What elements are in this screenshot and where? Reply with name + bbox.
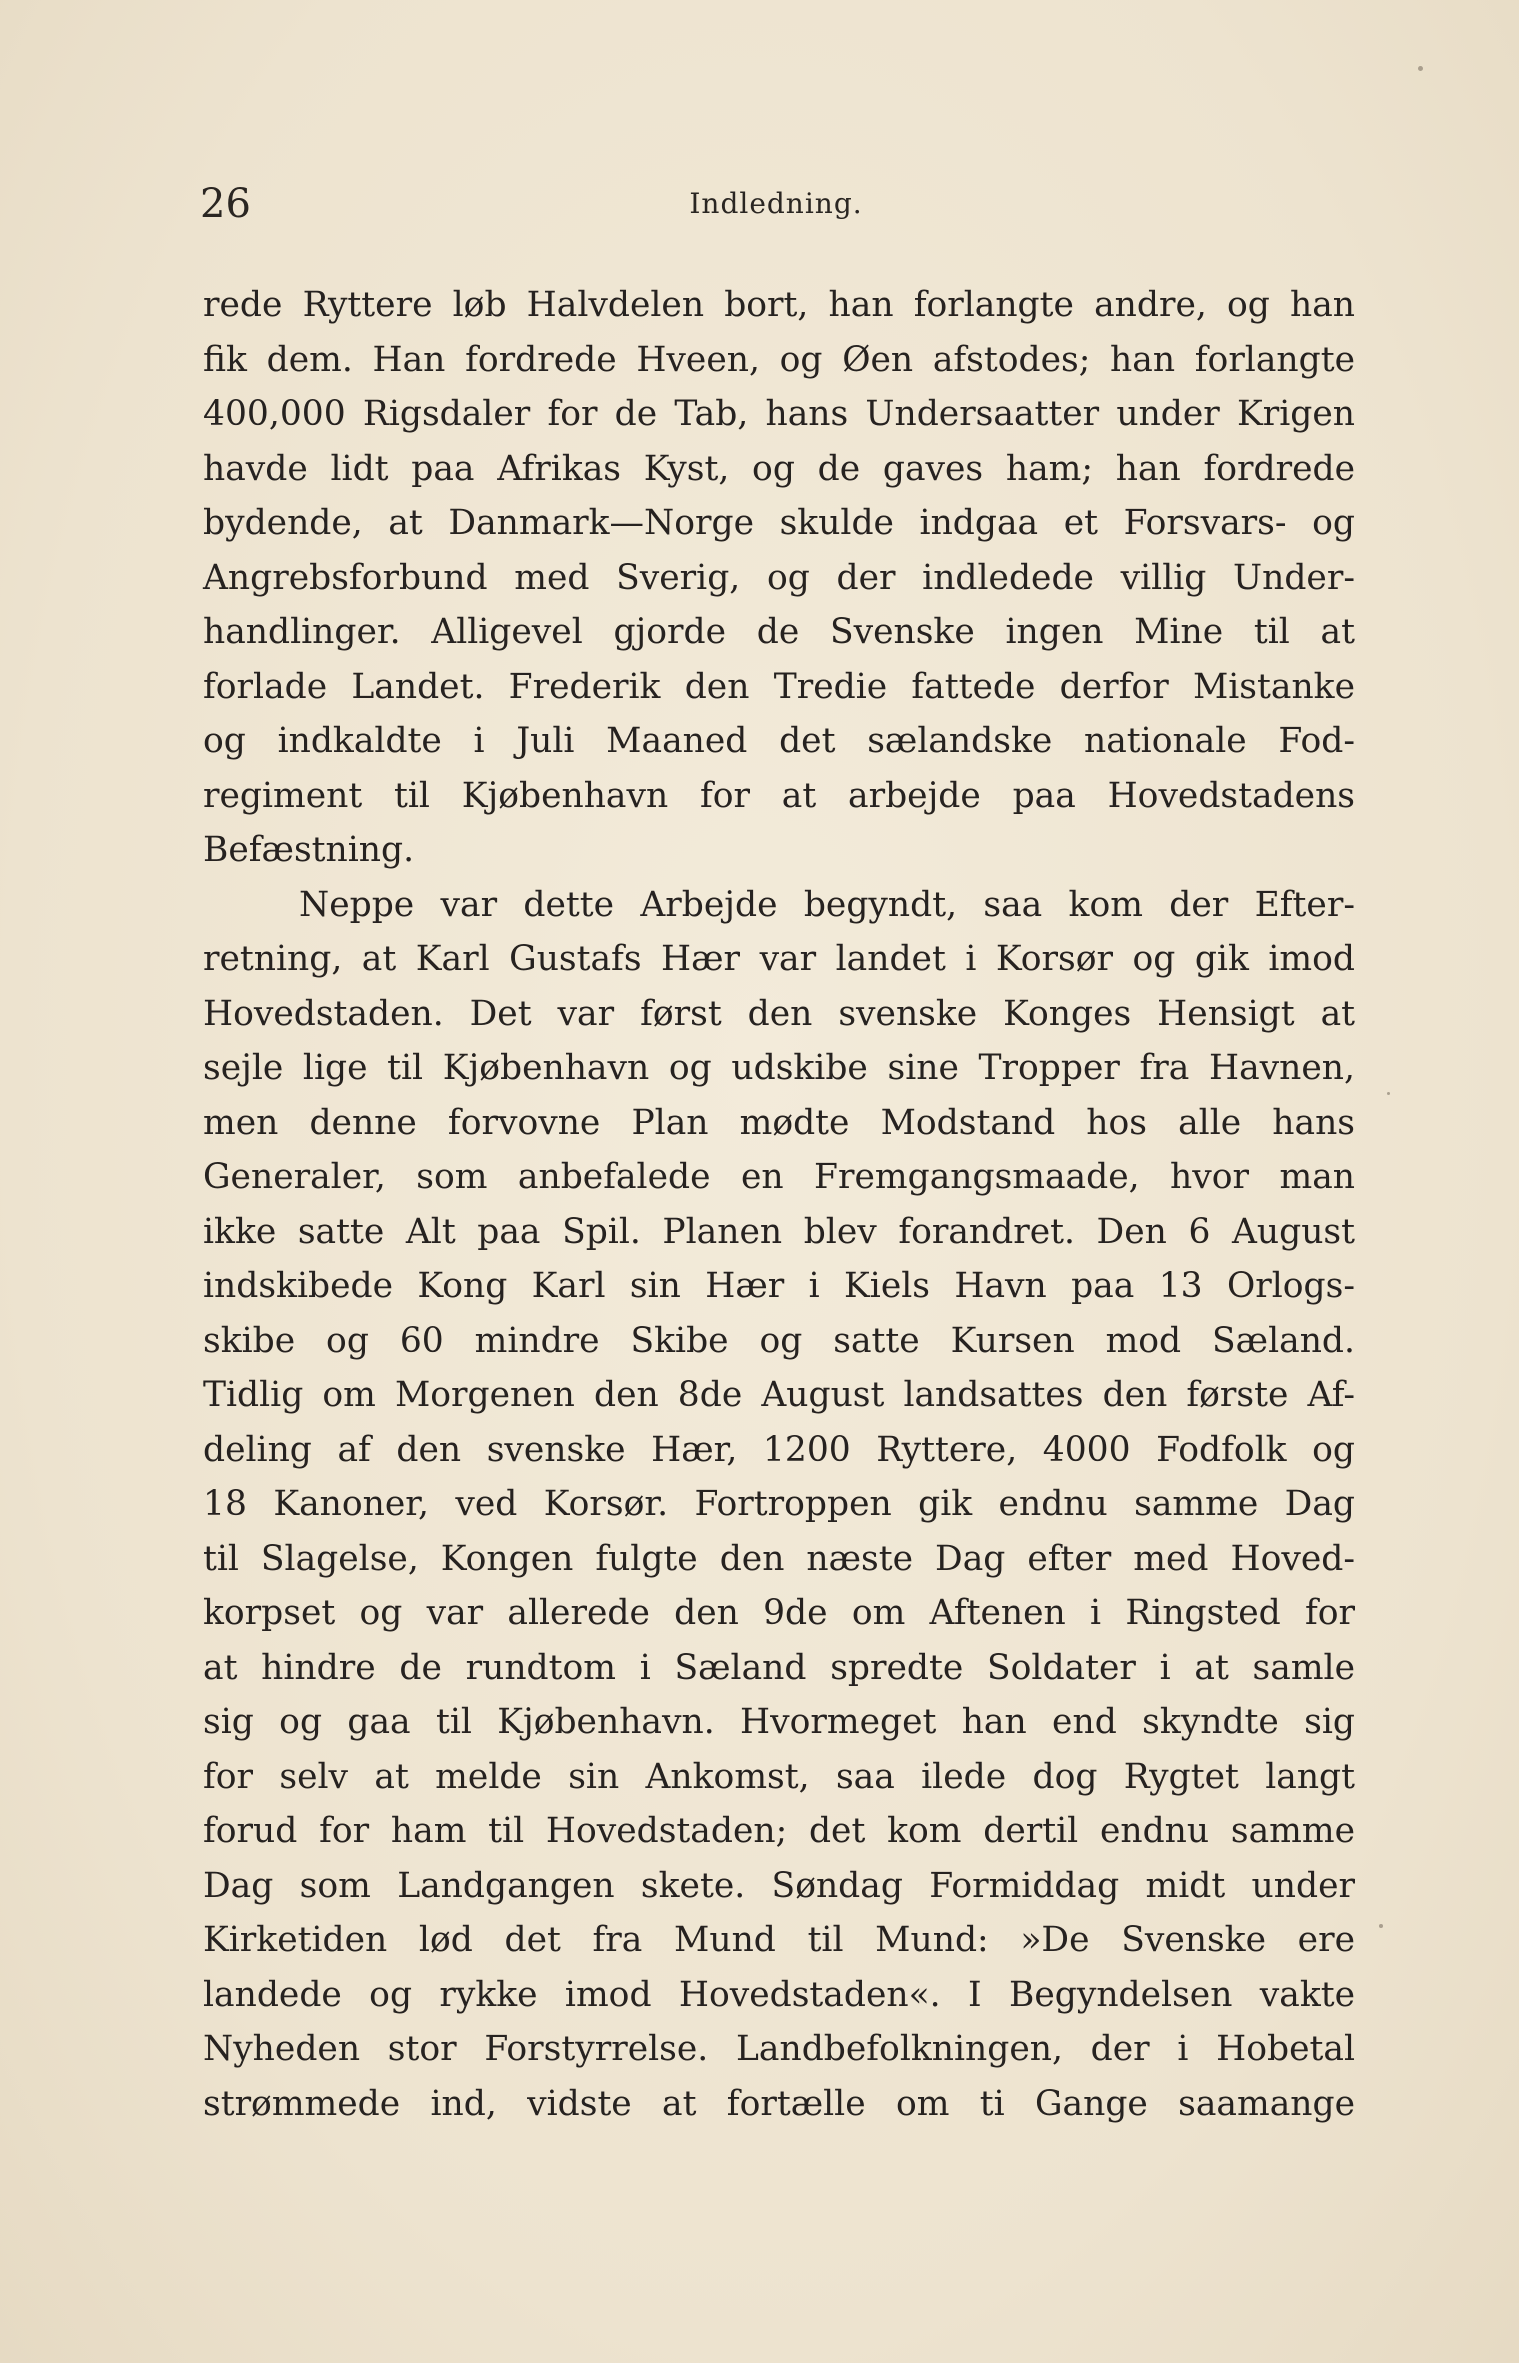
text-line: ikke satte Alt paa Spil. Planen blev forandret. Den 6 August <box>203 1211 1355 1252</box>
text-line: for selv at melde sin Ankomst, saa ilede dog Rygtet langt <box>203 1756 1355 1797</box>
text-line: Tidlig om Morgenen den 8de August landsattes den første Af- <box>203 1375 1355 1415</box>
text-line-paragraph-end: Befæstning. <box>203 830 415 870</box>
text-line: regiment til Kjøbenhavn for at arbejde paa Hovedstadens <box>203 775 1355 816</box>
text-line: Hovedstaden. Det var først den svenske Konges Hensigt at <box>203 993 1355 1034</box>
text-line: landede og rykke imod Hovedstaden«. I Begyndelsen vakte <box>203 1974 1355 2015</box>
text-line: sig og gaa til Kjøbenhavn. Hvormeget han end skyndte sig <box>203 1702 1355 1742</box>
text-line: retning, at Karl Gustafs Hær var landet i Korsør og gik imod <box>203 939 1355 979</box>
text-line: til Slagelse, Kongen fulgte den næste Dag efter med Hoved- <box>203 1538 1355 1579</box>
running-head: Indledning. <box>689 187 863 220</box>
text-line: at hindre de rundtom i Sæland spredte Soldater i at samle <box>203 1647 1355 1688</box>
text-line: strømmede ind, vidste at fortælle om ti Gange saamange <box>203 2083 1355 2124</box>
text-line: handlinger. Alligevel gjorde de Svenske ingen Mine til at <box>203 612 1355 652</box>
text-line: Angrebsforbund med Sverig, og der indledede villig Under- <box>203 557 1355 598</box>
text-line: skibe og 60 mindre Skibe og satte Kursen mod Sæland. <box>203 1320 1355 1361</box>
text-line: Generaler, som anbefalede en Fremgangsmaade, hvor man <box>203 1157 1355 1197</box>
text-line: havde lidt paa Afrikas Kyst, og de gaves ham; han fordrede <box>203 448 1355 489</box>
text-line: Kirketiden lød det fra Mund til Mund: »De Svenske ere <box>203 1920 1355 1960</box>
text-line: 400,000 Rigsdaler for de Tab, hans Undersaatter under Krigen <box>203 394 1355 434</box>
text-line: rede Ryttere løb Halvdelen bort, han forlangte andre, og han <box>203 285 1355 325</box>
text-line: forlade Landet. Frederik den Tredie fattede derfor Mistanke <box>203 666 1355 707</box>
text-line-paragraph-start: Neppe var dette Arbejde begyndt, saa kom der Efter- <box>299 884 1355 925</box>
text-line: deling af den svenske Hær, 1200 Ryttere, 4000 Fodfolk og <box>203 1429 1355 1470</box>
text-line: Dag som Landgangen skete. Søndag Formiddag midt under <box>203 1865 1355 1906</box>
text-line: korpset og var allerede den 9de om Aftenen i Ringsted for <box>203 1593 1355 1633</box>
text-line: og indkaldte i Juli Maaned det sælandske nationale Fod- <box>203 721 1355 761</box>
page-header <box>200 181 1352 244</box>
paper-speck <box>1379 1924 1383 1928</box>
text-line: Nyheden stor Forstyrrelse. Landbefolkningen, der i Hobetal <box>203 2029 1355 2069</box>
text-line: 18 Kanoner, ved Korsør. Fortroppen gik endnu samme Dag <box>203 1484 1355 1524</box>
body-text <box>203 278 1355 2131</box>
text-line: forud for ham til Hovedstaden; det kom dertil endnu samme <box>203 1811 1355 1851</box>
text-line: fik dem. Han fordrede Hveen, og Øen afstodes; han forlangte <box>203 339 1355 380</box>
page-number: 26 <box>200 181 251 227</box>
text-line: sejle lige til Kjøbenhavn og udskibe sine Tropper fra Havnen, <box>203 1048 1355 1088</box>
text-line: bydende, at Danmark—Norge skulde indgaa et Forsvars- og <box>203 503 1355 543</box>
text-line: indskibede Kong Karl sin Hær i Kiels Havn paa 13 Orlogs- <box>203 1266 1355 1306</box>
text-line: men denne forvovne Plan mødte Modstand hos alle hans <box>203 1102 1355 1143</box>
paper-speck <box>1418 66 1423 71</box>
paper-speck <box>1387 1092 1390 1095</box>
